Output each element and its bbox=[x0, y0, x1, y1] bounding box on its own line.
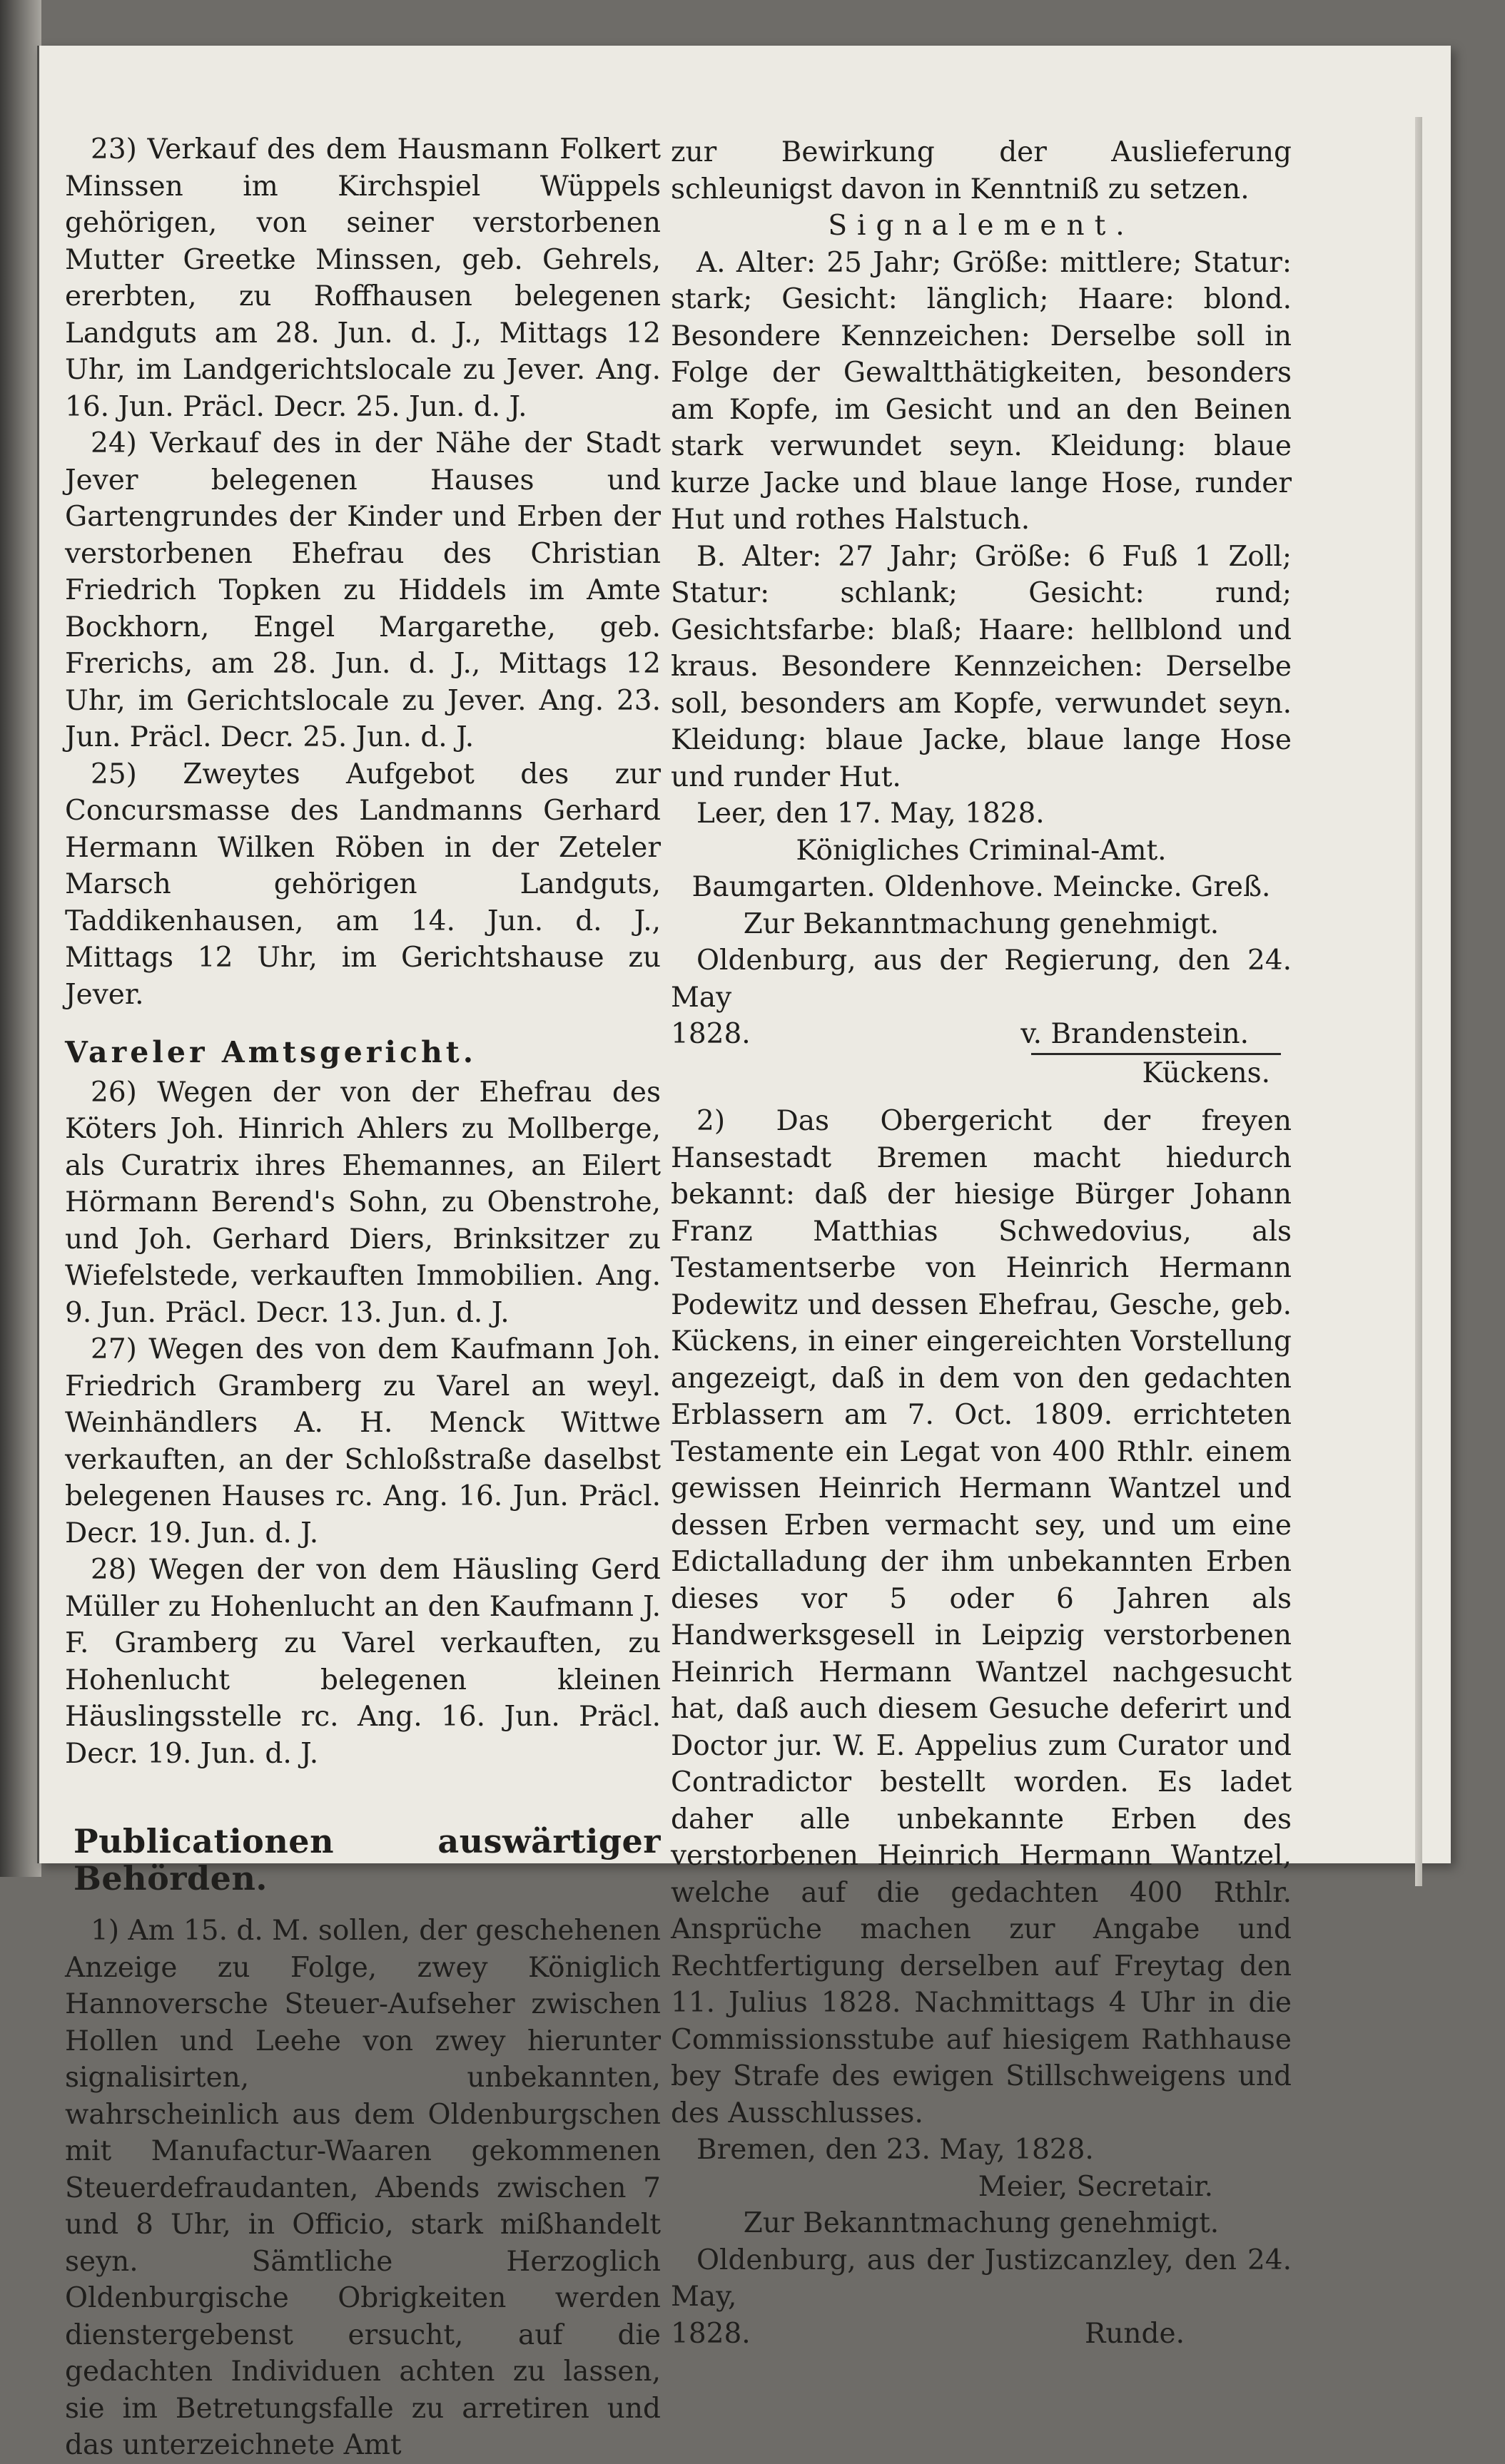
signalement-b: B. Alter: 27 Jahr; Größe: 6 Fuß 1 Zoll; Statur: schlank; Gesicht: rund; Gesichtsfarbe: blaß; Haare: hellblond und kraus. Besondere Kennzeichen: Derselbe soll, besonders am Kopfe, verwundet seyn. Kleidung: blaue Jacke, blaue lange Hose und runder Hut. bbox=[671, 540, 1292, 793]
entry-23: 23) Verkauf des dem Hausmann Folkert Minssen im Kirchspiel Wüppels gehörigen, von seiner verstorbenen Mutter Greetke Minssen, geb. Gehrels, ererbten, zu Roffhausen belegenen Landguts am 28. Jun. d. J., Mittags 12 Uhr, im Landgerichtslocale zu Jever. Ang. 16. Jun. Präcl. Decr. 25. Jun. d. J. bbox=[65, 133, 661, 423]
approval-year-1: 1828. bbox=[671, 1018, 751, 1050]
signalement-heading: Signalement. bbox=[828, 210, 1135, 242]
approval-year-2: 1828. bbox=[671, 2317, 751, 2350]
approval-year-signer-2 bbox=[671, 2316, 1292, 2353]
approval-year-signer-1 bbox=[671, 1016, 1292, 1053]
heading-vareler-amtsgericht: Vareler Amtsgericht. bbox=[65, 1035, 477, 1069]
approval-signer-2: Runde. bbox=[1084, 2317, 1185, 2350]
signer-secretair: Meier, Secretair. bbox=[978, 2170, 1213, 2203]
entry-25: 25) Zweytes Aufgebot des zur Concursmasse des Landmanns Gerhard Hermann Wilken Röben in der Zeteler Marsch gehörigen Landguts, Taddikenhausen, am 14. Jun. d. J., Mittags 12 Uhr, im Gerichtshause zu Jever. bbox=[65, 758, 661, 1011]
approval-place-1: Oldenburg, aus der Regierung, den 24. May bbox=[671, 945, 1292, 1014]
approval-note-1: Zur Bekanntmachung genehmigt. bbox=[743, 907, 1220, 940]
approval-place-2: Oldenburg, aus der Justizcanzley, den 24. May, bbox=[671, 2244, 1292, 2313]
left-column bbox=[65, 131, 661, 2464]
entry-26: 26) Wegen der von der Ehefrau des Köters Joh. Hinrich Ahlers zu Mollberge, als Curatrix ihres Ehemannes, an Eilert Hörmann Berend's Sohn, zu Obenstrohe, und Joh. Gerhard Diers, Brinksitzer zu Wiefelstede, verkauften Immobilien. Ang. 9. Jun. Präcl. Decr. 13. Jun. d. J. bbox=[65, 1076, 661, 1329]
document-page bbox=[37, 46, 1451, 2461]
section-heading-publicationen: Publicationen auswärtiger Behörden. bbox=[74, 1822, 661, 1898]
signalement-a: A. Alter: 25 Jahr; Größe: mittlere; Statur: stark; Gesicht: länglich; Haare: blond. Besondere Kennzeichen: Derselbe soll in Folge der Gewaltthätigkeiten, besonders am Kopfe, im Gesicht und an den Beinen stark verwundet seyn. Kleidung: blaue kurze Jacke und blaue lange Hose, runder Hut und rothes Halstuch. bbox=[671, 246, 1292, 536]
entry-27: 27) Wegen des von dem Kaufmann Joh. Friedrich Gramberg zu Varel an weyl. Weinhändlers A. H. Menck Wittwe verkauften, an der Schloßstraße daselbst belegenen Hauses rc. Ang. 16. Jun. Präcl. Decr. 19. Jun. d. J. bbox=[65, 1333, 661, 1549]
entry-24: 24) Verkauf des in der Nähe der Stadt Jever belegenen Hauses und Gartengrundes der Kinder und Erben der verstorbenen Ehefrau des Christian Friedrich Topken zu Hiddels im Amte Bockhorn, Engel Margarethe, geb. Frerichs, am 28. Jun. d. J., Mittags 12 Uhr, im Gerichtslocale zu Jever. Ang. 23. Jun. Präcl. Decr. 25. Jun. d. J. bbox=[65, 427, 661, 753]
place-date-leer: Leer, den 17. May, 1828. bbox=[696, 798, 1045, 830]
publication-1: 1) Am 15. d. M. sollen, der geschehenen Anzeige zu Folge, zwey Königlich Hannoversche Steuer-Aufseher zwischen Hollen und Leehe von zwey hierunter signalisirten, unbekannten, wahrscheinlich aus dem Oldenburgschen mit Manufactur-Waaren gekommenen Steuerdefraudanten, Abends zwischen 7 und 8 Uhr, in Officio, stark mißhandelt seyn. Sämtliche Herzoglich Oldenburgische Obrigkeiten werden dienstergebenst ersucht, auf die gedachten Individuen achten zu lassen, sie im Betretungsfalle zu arretiren und das unterzeichnete Amt bbox=[65, 1915, 662, 2461]
right-column bbox=[671, 134, 1292, 2352]
publication-2: 2) Das Obergericht der freyen Hansestadt Bremen macht hiedurch bekannt: daß der hiesige Bürger Johann Franz Matthias Schwedovius, als Testamentserbe von Heinrich Hermann Podewitz und dessen Ehefrau, Gesche, geb. Kückens, in einer eingereichten Vorstellung angezeigt, daß in dem von den gedachten Erblassern am 7. Oct. 1809. errichteten Testamente ein Legat von 400 Rthlr. einem gewissen Heinrich Hermann Wantzel und dessen Erben vermacht sey, und um eine Edictalladung der ihm unbekannten Erben dieses vor 5 oder 6 Jahren als Handwerksgesell in Leipzig verstorbenen Heinrich Hermann Wantzel nachgesucht hat, daß auch diesem Gesuche deferirt und Doctor jur. W. E. Appelius zum Curator und Contradictor bestellt worden. Es ladet daher alle unbekannte Erben des verstorbenen Heinrich Hermann Wantzel, welche auf die gedachten 400 Rthlr. Ansprüche machen zur Angabe und Rechtfertigung derselben auf Freytag den 11. Julius 1828. Nachmittags 4 Uhr in die Commissionsstube auf hiesigem Rathhause bey Strafe des ewigen Stillschweigens und des Ausschlusses. bbox=[671, 1105, 1292, 2129]
entry-28: 28) Wegen der von dem Häusling Gerd Müller zu Hohenlucht an den Kaufmann J. F. Gramberg zu Varel verkauften, zu Hohenlucht belegenen kleinen Häuslingsstelle rc. Ang. 16. Jun. Präcl. Decr. 19. Jun. d. J. bbox=[65, 1554, 661, 1770]
approval-signer-1: v. Brandenstein. bbox=[1020, 1018, 1249, 1050]
approval-note-2: Zur Bekanntmachung genehmigt. bbox=[743, 2207, 1220, 2239]
authority-criminal-amt: Königliches Criminal-Amt. bbox=[796, 834, 1167, 867]
approval-clerk-1: Kückens. bbox=[1142, 1057, 1270, 1089]
page-edge bbox=[1415, 117, 1422, 1886]
publication-1-continuation: zur Bewirkung der Auslieferung schleunigst davon in Kenntniß zu setzen. bbox=[671, 136, 1292, 205]
signatories-leer: Baumgarten. Oldenhove. Meincke. Greß. bbox=[691, 871, 1271, 903]
place-date-bremen: Bremen, den 23. May, 1828. bbox=[696, 2134, 1094, 2166]
book-binding-shadow bbox=[0, 0, 41, 1877]
